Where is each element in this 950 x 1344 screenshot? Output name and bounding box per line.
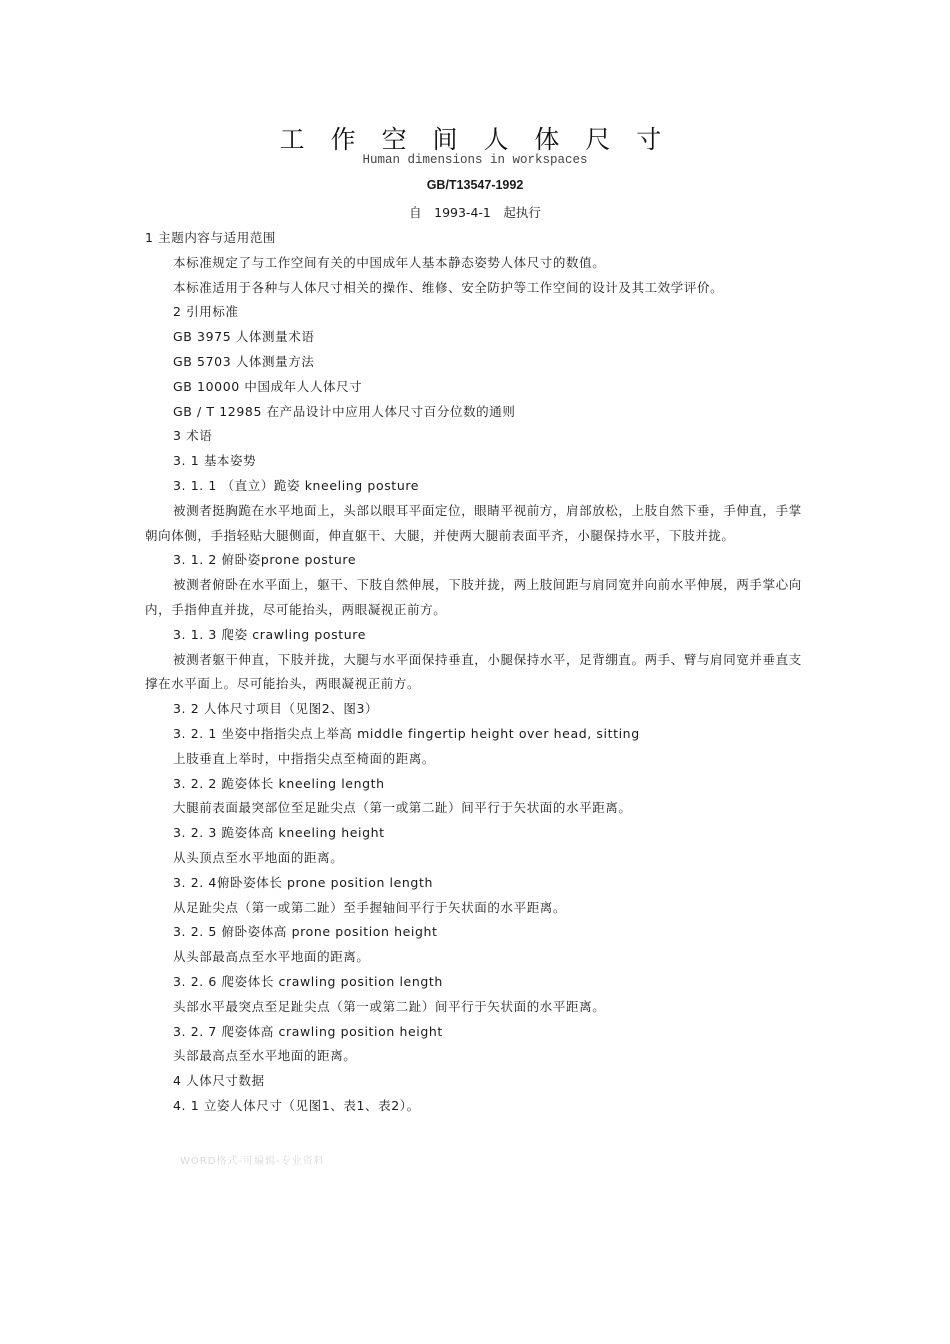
standard-code: GB/T13547-1992 (426, 178, 524, 192)
reference-item: GB / T 12985 在产品设计中应用人体尺寸百分位数的通则 (173, 403, 516, 419)
term-definition: 从足趾尖点（第一或第二趾）至手握轴间平行于矢状面的水平距离。 (173, 899, 567, 915)
reference-item: GB 5703 人体测量方法 (173, 353, 315, 369)
term-definition: 大腿前表面最突部位至足趾尖点（第一或第二趾）间平行于矢状面的水平距离。 (173, 800, 632, 816)
term-heading: 3. 2. 5 俯卧姿体高 prone position height (173, 924, 438, 940)
term-heading: 3. 2. 1 坐姿中指指尖点上举高 middle fingertip height over head, sitting (173, 725, 640, 741)
term-heading: 3. 1. 1 （直立）跪姿 kneeling posture (173, 477, 420, 493)
term-heading: 3. 2. 7 爬姿体高 crawling position height (173, 1023, 443, 1039)
term-definition: 头部最高点至水平地面的距离。 (173, 1048, 357, 1064)
document-title: 工 作 空 间 人 体 尺 寸 (279, 125, 671, 154)
term-definition: 上肢垂直上举时，中指指尖点至椅面的距离。 (173, 750, 436, 766)
subsection-heading: 4. 1 立姿人体尺寸（见图1、表1、表2）。 (173, 1097, 420, 1113)
term-definition: 被测者挺胸跪在水平地面上，头部以眼耳平面定位，眼睛平视前方，肩部放松，上肢自然下垂，手伸直，手掌朝向体侧，手指轻贴大腿侧面，伸直躯干、大腿，并使两大腿前表面平齐，小腿保持水平，下肢并拢。 (145, 502, 802, 543)
term-definition: 从头部最高点至水平地面的距离。 (173, 949, 370, 965)
term-heading: 3. 2. 6 爬姿体长 crawling position length (173, 973, 443, 989)
paragraph: 本标准规定了与工作空间有关的中国成年人基本静态姿势人体尺寸的数值。 (173, 254, 606, 270)
watermark-text: WORD格式-可编辑-专业资料 (180, 1156, 325, 1167)
term-heading: 3. 1. 3 爬姿 crawling posture (173, 626, 367, 642)
reference-item: GB 3975 人体测量术语 (173, 329, 315, 345)
term-definition: 头部水平最突点至足趾尖点（第一或第二趾）间平行于矢状面的水平距离。 (173, 998, 606, 1014)
subsection-heading: 3. 1 基本姿势 (173, 453, 257, 469)
term-definition: 从头顶点至水平地面的距离。 (173, 849, 344, 865)
section-heading: 3 术语 (173, 428, 213, 444)
section-heading: 4 人体尺寸数据 (173, 1073, 265, 1089)
document-subtitle: Human dimensions in workspaces (362, 153, 588, 167)
reference-item: GB 10000 中国成年人人体尺寸 (173, 378, 363, 394)
effective-date: 自 1993-4-1 起执行 (409, 205, 541, 220)
term-definition: 被测者俯卧在水平面上，躯干、下肢自然伸展，下肢并拢，两上肢间距与肩同宽并向前水平伸展，两手掌心向内，手指伸直并拢，尽可能抬头，两眼凝视正前方。 (145, 577, 802, 617)
paragraph: 本标准适用于各种与人体尺寸相关的操作、维修、安全防护等工作空间的设计及其工效学评价。 (173, 279, 724, 295)
term-heading: 3. 1. 2 俯卧姿prone posture (173, 552, 357, 568)
subsection-heading: 3. 2 人体尺寸项目（见图2、图3） (173, 701, 379, 717)
section-heading: 1 主题内容与适用范围 (145, 230, 277, 245)
section-heading: 2 引用标准 (173, 304, 239, 320)
document-body (145, 226, 807, 1119)
term-heading: 3. 2. 3 跪姿体高 kneeling height (173, 825, 385, 841)
term-heading: 3. 2. 4俯卧姿体长 prone position length (173, 874, 433, 890)
term-heading: 3. 2. 2 跪姿体长 kneeling length (173, 775, 385, 791)
term-definition: 被测者躯干伸直，下肢并拢，大腿与水平面保持垂直，小腿保持水平，足背绷直。两手、臂与肩同宽并垂直支撑在水平面上。尽可能抬头，两眼凝视正前方。 (145, 651, 802, 692)
